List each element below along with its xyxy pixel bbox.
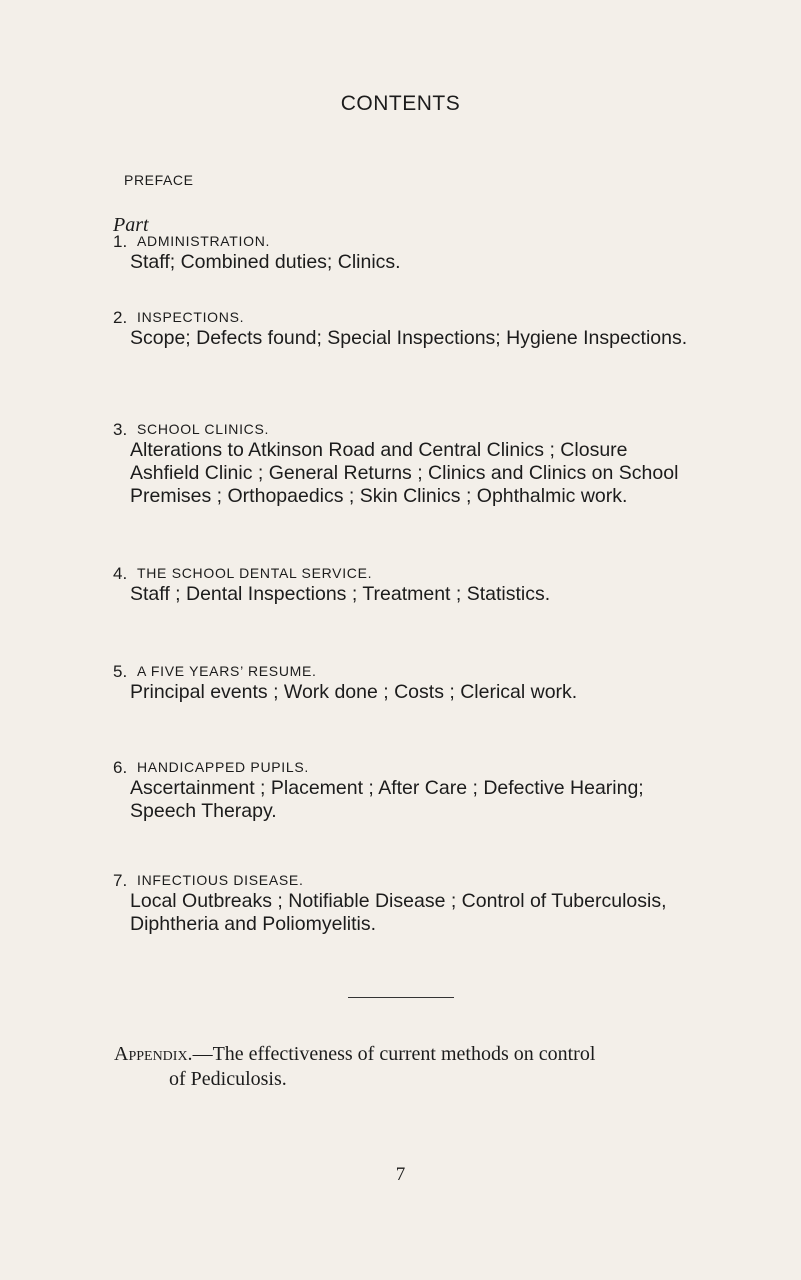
- section-heading: SCHOOL CLINICS.: [137, 421, 270, 437]
- part-label: Part: [113, 214, 149, 236]
- section-number: 7.: [113, 871, 128, 890]
- section-heading: A FIVE YEARS’ RESUME.: [137, 663, 317, 679]
- appendix-title-line1: —The effectiveness of current methods on control: [192, 1043, 596, 1065]
- appendix-entry: [114, 1042, 714, 1092]
- section-heading: INFECTIOUS DISEASE.: [137, 872, 304, 888]
- divider-rule: [348, 997, 454, 998]
- page-title: CONTENTS: [340, 92, 461, 115]
- section-number: 2.: [113, 308, 128, 327]
- section-description: Local Outbreaks ; Notifiable Disease ; Control of Tuberculosis, Diphtheria and Poliomyelitis.: [130, 890, 667, 935]
- section-number: 1.: [113, 232, 128, 251]
- section-description: Staff; Combined duties; Clinics.: [130, 251, 401, 273]
- page-number: 7: [395, 1164, 406, 1185]
- section-number: 6.: [113, 758, 128, 777]
- section-description: Ascertainment ; Placement ; After Care ; Defective Hearing; Speech Therapy.: [130, 777, 644, 822]
- section-description: Alterations to Atkinson Road and Central Clinics ; Closure Ashfield Clinic ; General Returns ; Clinics and Clinics on School Premises ; Orthopaedics ; Skin Clinics ; Ophthalmic work.: [130, 439, 679, 507]
- section-description: Principal events ; Work done ; Costs ; Clerical work.: [130, 681, 578, 703]
- section-heading: THE SCHOOL DENTAL SERVICE.: [137, 565, 373, 581]
- section-heading: ADMINISTRATION.: [137, 233, 271, 249]
- section-heading: INSPECTIONS.: [137, 309, 245, 325]
- appendix-label: Appendix.: [114, 1043, 193, 1065]
- section-number: 4.: [113, 564, 128, 583]
- section-description: Scope; Defects found; Special Inspections; Hygiene Inspections.: [130, 327, 688, 349]
- section-heading: HANDICAPPED PUPILS.: [137, 759, 310, 775]
- preface-heading: PREFACE: [124, 172, 194, 188]
- appendix-title-line2: of Pediculosis.: [169, 1068, 287, 1090]
- section-number: 3.: [113, 420, 128, 439]
- section-description: Staff ; Dental Inspections ; Treatment ; Statistics.: [130, 583, 551, 605]
- section-number: 5.: [113, 662, 128, 681]
